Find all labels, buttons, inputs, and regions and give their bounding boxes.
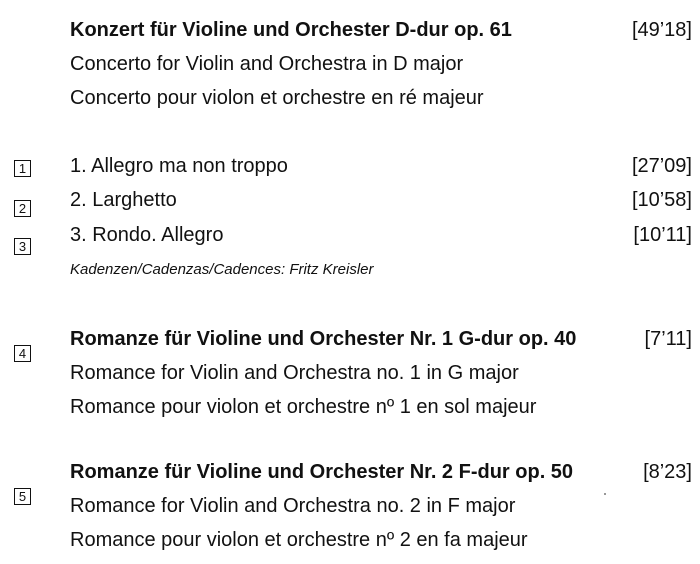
romance-1-french-title: Romance pour violon et orchestre nº 1 en sol majeur <box>70 396 537 418</box>
romance-1-english-title: Romance for Violin and Orchestra no. 1 in G major <box>70 362 519 384</box>
concerto-english-title: Concerto for Violin and Orchestra in D major <box>70 53 464 75</box>
romance-2-english-title: Romance for Violin and Orchestra no. 2 in F major <box>70 495 516 517</box>
romance-2-title: Romanze für Violine und Orchester Nr. 2 F-dur op. 50 <box>70 461 574 483</box>
concerto-french-title: Concerto pour violon et orchestre en ré majeur <box>70 87 484 109</box>
track-number-box: 2 <box>14 200 31 217</box>
romance-1-duration: [7’11] <box>644 328 692 350</box>
scan-speck <box>604 493 606 495</box>
concerto-title: Konzert für Violine und Orchester D-dur op. 61 <box>70 19 512 41</box>
concerto-duration: [49’18] <box>631 19 692 41</box>
track-duration: [10’58] <box>631 189 692 211</box>
romance-2-duration: [8’23] <box>643 461 692 483</box>
track-duration: [27’09] <box>631 155 692 177</box>
romance-2-french-title: Romance pour violon et orchestre nº 2 en fa majeur <box>70 529 528 551</box>
track-number-box: 4 <box>14 345 31 362</box>
track-duration: [10’11] <box>633 224 692 246</box>
track-number-box: 5 <box>14 488 31 505</box>
track-title: 2. Larghetto <box>70 189 177 211</box>
track-title: 1. Allegro ma non troppo <box>70 155 288 177</box>
track-number-box: 1 <box>14 160 31 177</box>
cadenza-credit: Kadenzen/Cadenzas/Cadences: Fritz Kreisler <box>70 261 374 278</box>
track-number-box: 3 <box>14 238 31 255</box>
romance-1-title: Romanze für Violine und Orchester Nr. 1 G-dur op. 40 <box>70 328 577 350</box>
track-title: 3. Rondo. Allegro <box>70 224 224 246</box>
